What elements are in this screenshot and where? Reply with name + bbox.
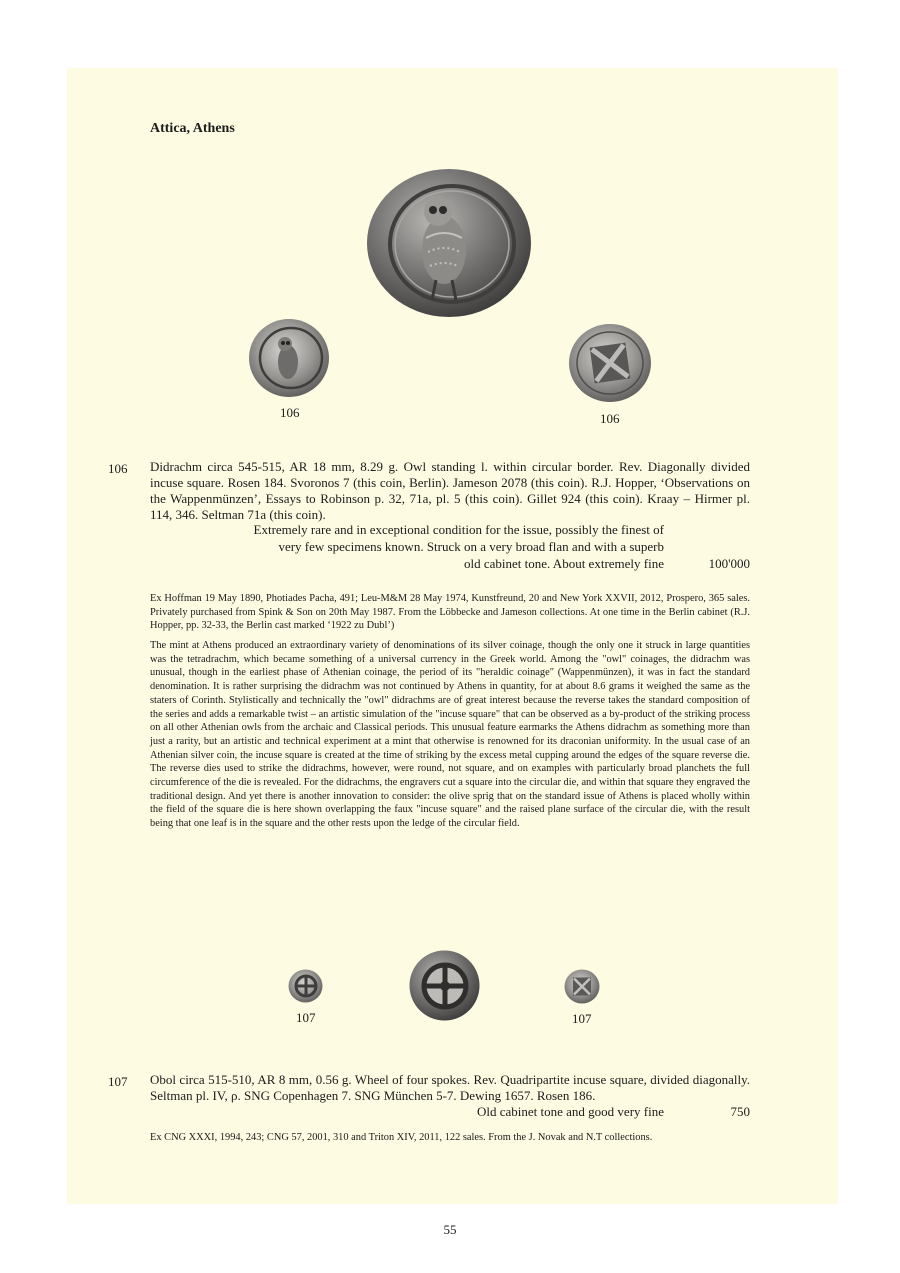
provenance-text: Ex CNG XXXI, 1994, 243; CNG 57, 2001, 310 and Triton XIV, 2011, 122 sales. From the J. Novak and N.T collections. — [150, 1132, 653, 1143]
estimate-price: 750 — [730, 1104, 750, 1119]
image-label: 106 — [280, 405, 300, 420]
lot-description: Didrachm circa 545-515, AR 18 mm, 8.29 g. Owl standing l. within circular border. Rev. Diagonally divided incuse square. Rosen 184. Svoronos 7 (this coin, Berlin). Jameson 2078 (this coin). R.J. Hopper, ‘Observations on the Wappenmünzen’, Essays to Robinson p. 32, 71a, pl. 5 (this coin). Gillet 924 (this coin). Kraay – Hirmer pl. 114, 346. Seltman 71a (this coin). — [150, 459, 750, 522]
incuse-square-reverse-image — [568, 323, 652, 403]
owl-obverse-enlargement-image — [366, 168, 532, 318]
condition-line: old cabinet tone. About extremely fine — [464, 556, 664, 571]
wheel-obverse-enlargement-image — [409, 950, 480, 1021]
image-label: 106 — [600, 411, 620, 426]
incuse-square-reverse-image — [564, 969, 600, 1004]
lot-number: 107 — [108, 1074, 128, 1089]
lot-description: Obol circa 515-510, AR 8 mm, 0.56 g. Wheel of four spokes. Rev. Quadripartite incuse square, divided diagonally. Seltman pl. IV, ρ. SNG Copenhagen 7. SNG München 5-7. Dewing 1657. Rosen 186. — [150, 1072, 750, 1103]
condition-line: Extremely rare and in exceptional condition for the issue, possibly the finest of — [253, 522, 664, 537]
condition-line: Old cabinet tone and good very fine — [477, 1104, 664, 1119]
commentary-text: The mint at Athens produced an extraordinary variety of denominations of its silver coinage, though the only one it struck in large quantities was the tetradrachm, which became something of a universal currency in the Greek world. Among the "owl" coinages, the didrachm was unusual, though in the earliest phase of Athenian coinage, the period of its "heraldic coinage" (Wappenmünzen), it was in fact the standard denomination. It is rather surprising the didrachm was not continued by Athens in quantity, for at about 8.6 grams it weighed the same as the staters of Corinth. Stylistically and technically the "owl" didrachms are of great interest because the reverse takes the standard composition of the series and adds a remarkable twist – an artistic simulation of the "incuse square" that can be observed as a by-product of the striking process on all other Athenian owls from the archaic and Classical periods. This unusual feature earmarks the Athens didrachm as something more than just a rarity, but an artistic and technical experiment at a mint that otherwise is renowned for its draconian uniformity. In the usual case of an Athenian silver coin, the incuse square is created at the time of striking by the excess metal cupping around the edges of the square reverse die. The reverse dies used to strike the didrachms, however, were round, not square, and on examples with particularly broad planchets the full circumference of the die is revealed. For the didrachms, the engravers cut a square into the circular die, and within that square they engraved the traditional design. And yet there is another innovation to consider: the olive sprig that on the standard issue of Athens is placed wholly within the field of the square die is here shown overlapping the faux "incuse square" and the raised plane surface of the circular die, with the result being that one leaf is in the square and the other rests upon the ledge of the circular field. — [150, 640, 750, 830]
page-number: 55 — [443, 1222, 457, 1237]
provenance-text: Ex Hoffman 19 May 1890, Photiades Pacha, 491; Leu-M&M 28 May 1974, Kunstfreund, 20 and New York XXVII, 2012, Prospero, 365 sales. Privately purchased from Spink & Son on 20th May 1987. From the Löbbecke and Jameson collections. At one time in the Berlin cabinet (R.J. Hopper, pp. 32-33, the Berlin cast marked ‘1922 zu Dubl’) — [150, 593, 750, 632]
image-label: 107 — [572, 1011, 592, 1026]
wheel-obverse-image — [288, 969, 323, 1003]
section-title: Attica, Athens — [150, 121, 235, 136]
condition-line: very few specimens known. Struck on a very broad flan and with a superb — [278, 539, 664, 554]
lot-number: 106 — [108, 461, 128, 476]
owl-obverse-image — [248, 318, 330, 398]
estimate-price: 100'000 — [708, 556, 750, 571]
image-label: 107 — [296, 1010, 316, 1025]
